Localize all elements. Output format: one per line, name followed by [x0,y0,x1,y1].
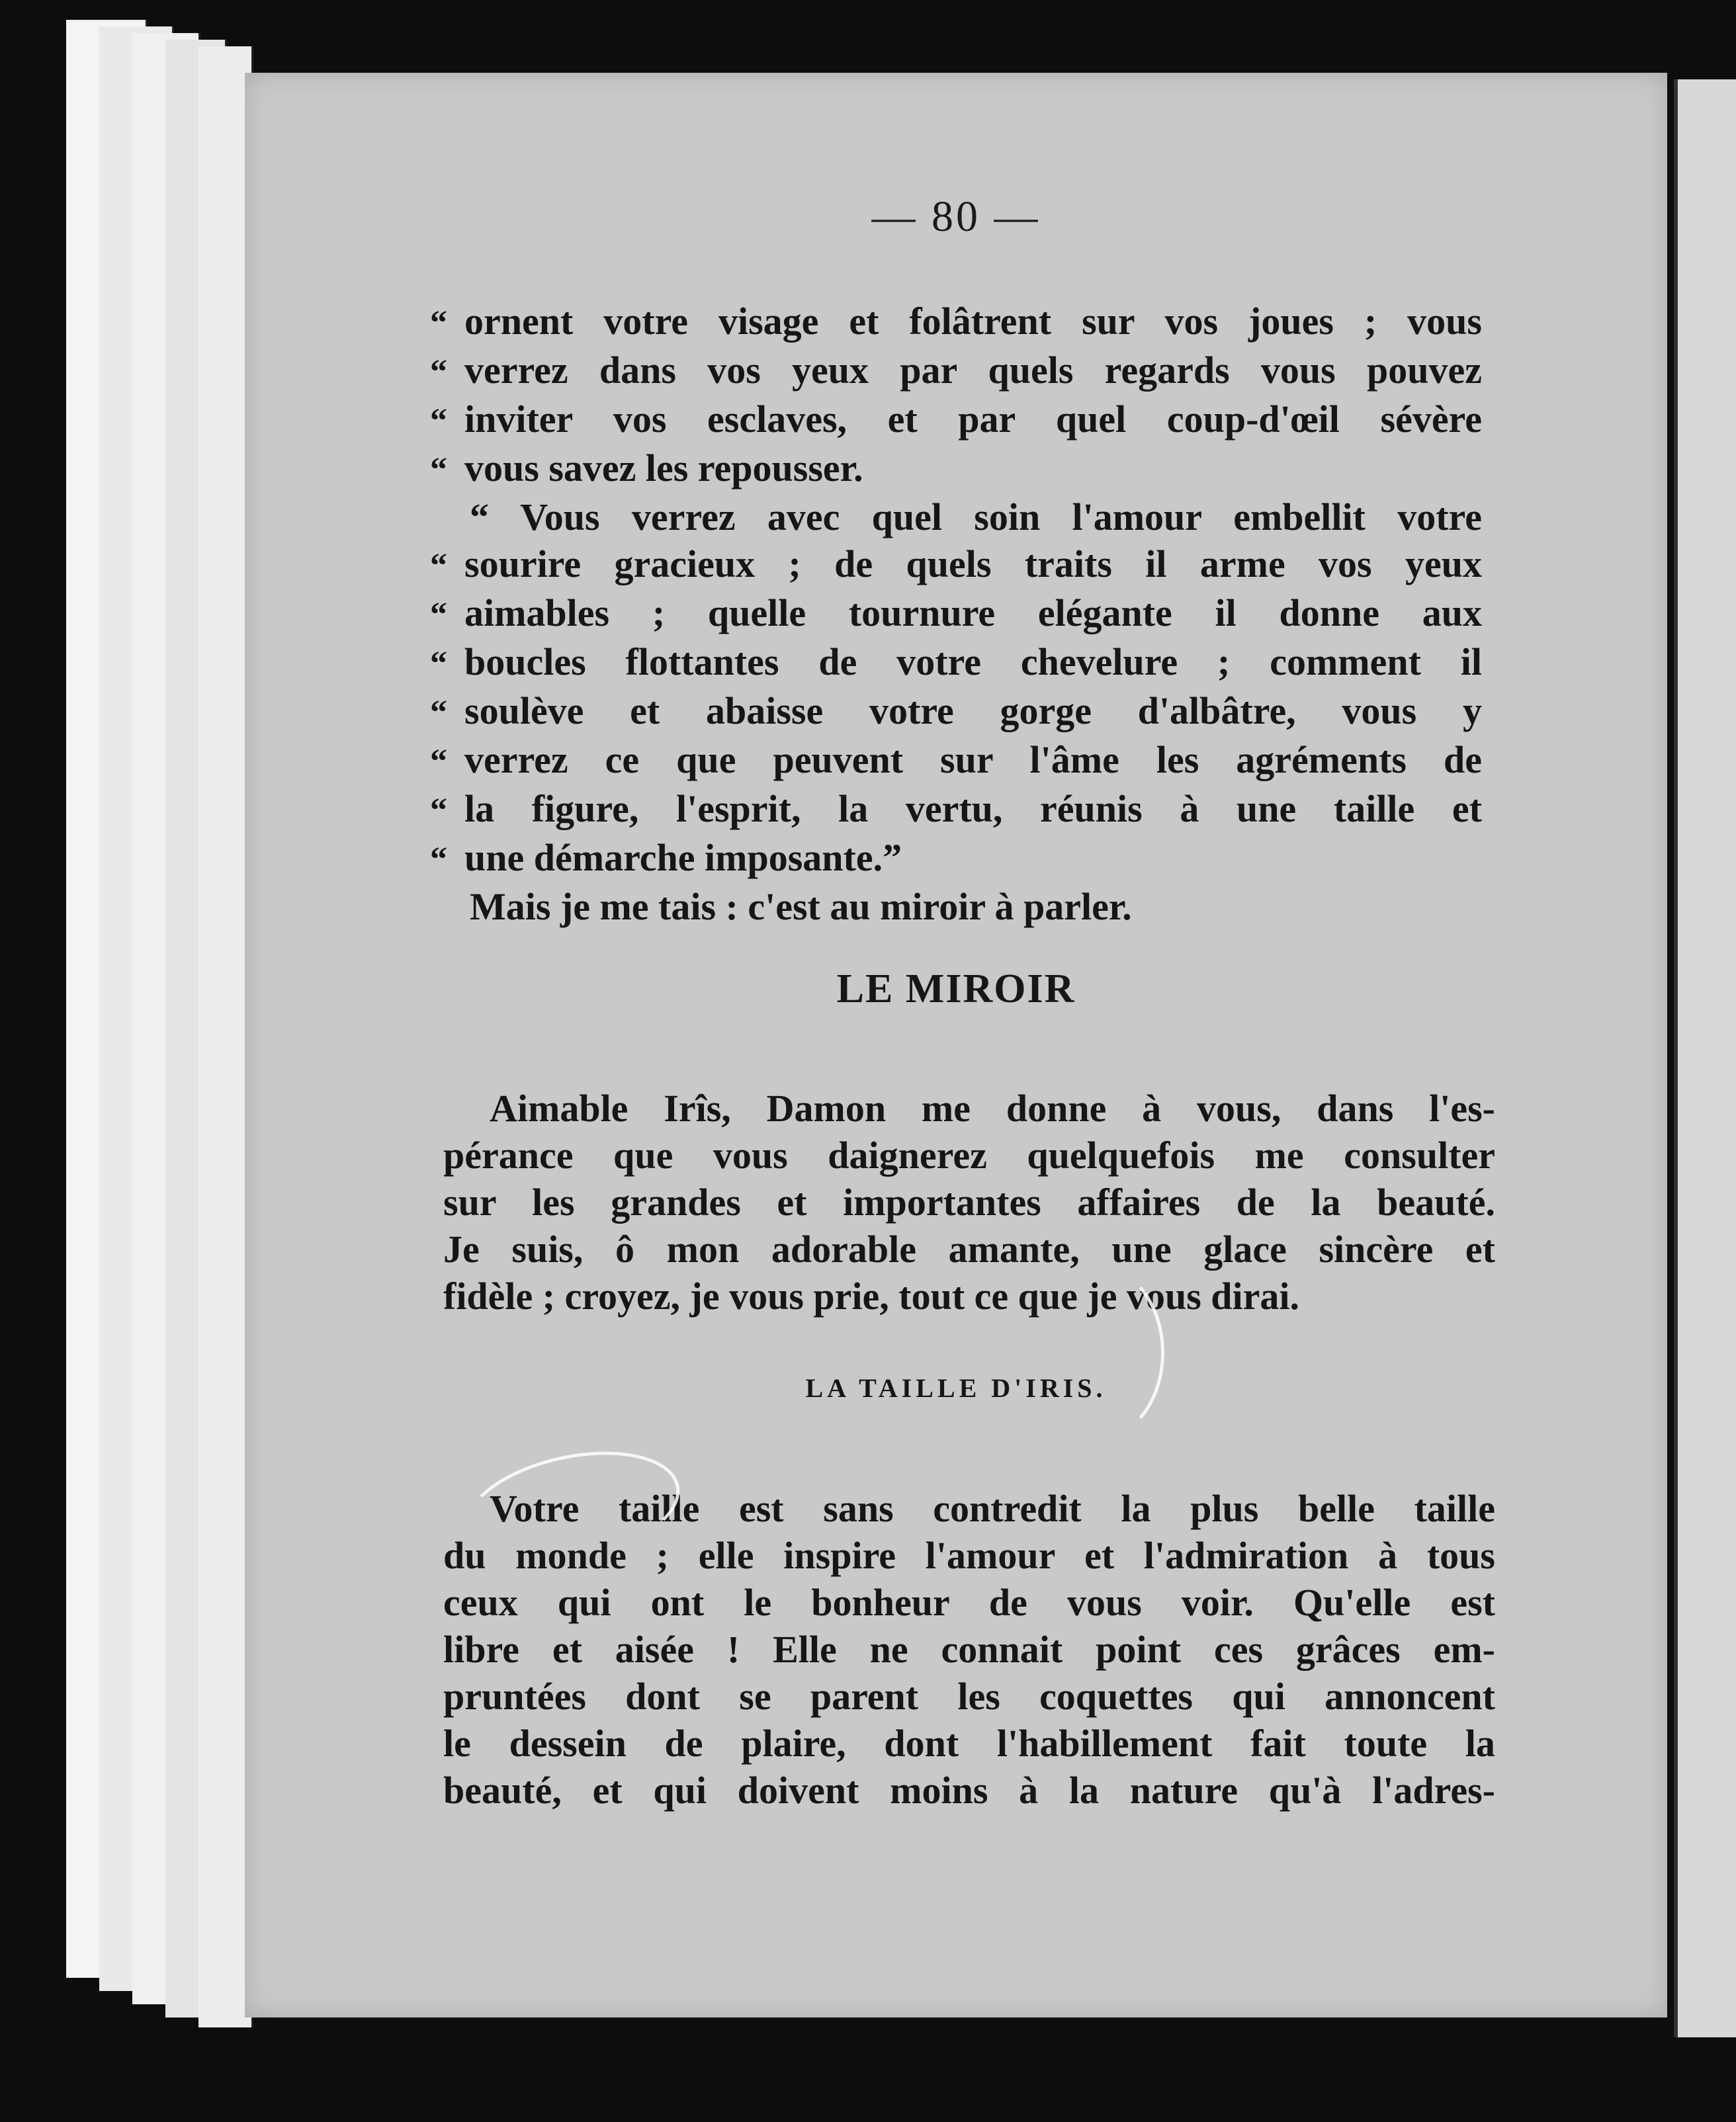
quote-line: “ Vous verrez avec quel soin l'amour embellit votre [470,495,1482,538]
quote-line: “ verrez ce que peuvent sur l'âme les agréments de [430,738,1482,781]
paragraph-line: Je suis, ô mon adorable amante, une glace sincère et [443,1228,1495,1271]
quote-line: “ ornent votre visage et folâtrent sur vos joues ; vous [430,300,1482,343]
miroir-paragraph [443,1085,1495,1320]
paragraph-line: beauté, et qui doivent moins à la nature qu'à l'adres- [443,1769,1495,1812]
paragraph-line: libre et aisée ! Elle ne connait point ces grâces em- [443,1628,1495,1671]
paragraph-line: fidèle ; croyez, je vous prie, tout ce que je vous dirai. [443,1275,1300,1318]
quote-line: “ verrez dans vos yeux par quels regards vous pouvez [430,349,1482,392]
page-number: — 80 — [871,192,1041,241]
paragraph-line: du monde ; elle inspire l'amour et l'admiration à tous [443,1534,1495,1577]
scan-scratch [1025,1263,1164,1442]
quote-line: “ inviter vos esclaves, et par quel coup-d'œil sévère [430,398,1482,441]
quote-line: “ soulève et abaisse votre gorge d'albâtre, vous y [430,689,1482,732]
section-heading-taille: LA TAILLE D'IRIS. [805,1373,1107,1403]
quote-line: “ la figure, l'esprit, la vertu, réunis à une taille et [430,787,1482,830]
paragraph-line: ceux qui ont le bonheur de vous voir. Qu'elle est [443,1581,1495,1624]
paragraph-line: pruntées dont se parent les coquettes qui annoncent [443,1675,1495,1718]
facing-page-edge [1674,79,1736,2037]
quote-line: “ vous savez les repousser. [430,446,863,489]
quote-line: “ boucles flottantes de votre chevelure ; comment il [430,640,1482,683]
paragraph-line: Aimable Irîs, Damon me donne à vous, dans l'es- [490,1087,1495,1130]
quote-line: “ une démarche imposante.” [430,836,902,879]
quoted-passage [430,298,1482,930]
book-page [245,73,1667,2017]
paragraph-line: sur les grandes et importantes affaires de la beauté. [443,1181,1495,1224]
section-heading-miroir: LE MIROIR [836,966,1076,1011]
closing-line: Mais je me tais : c'est au miroir à parler. [470,885,1132,928]
quote-line: “ sourire gracieux ; de quels traits il arme vos yeux [430,542,1482,585]
paragraph-line: le dessein de plaire, dont l'habillement fait toute la [443,1722,1495,1765]
paragraph-line: pérance que vous daignerez quelquefois me consulter [443,1134,1495,1177]
quote-line: “ aimables ; quelle tournure elégante il donne aux [430,591,1482,634]
paragraph-line: Votre taille est sans contredit la plus belle taille [490,1487,1495,1530]
